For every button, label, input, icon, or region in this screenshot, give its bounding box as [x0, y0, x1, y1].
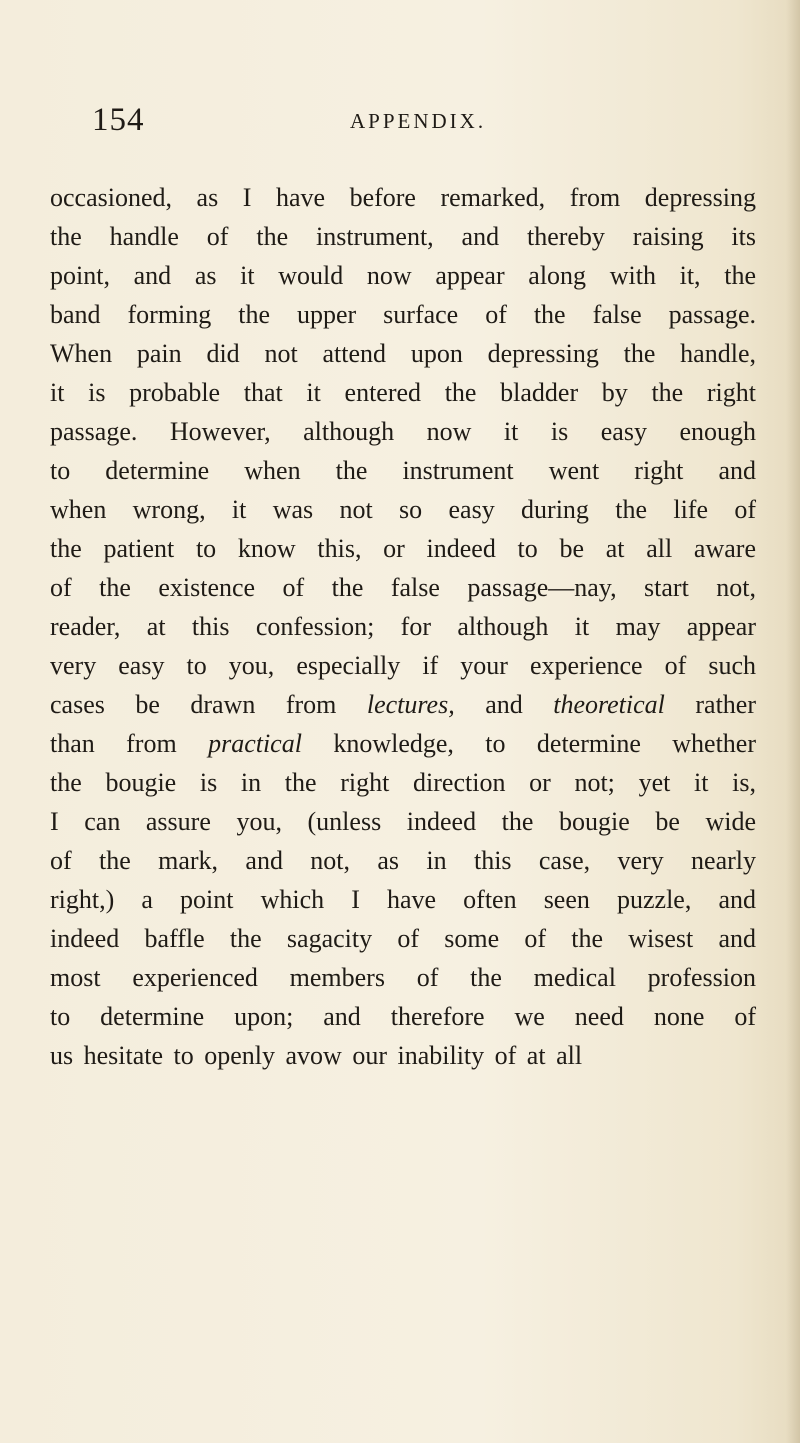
text-line: to determine when the instrument went right and — [50, 456, 756, 485]
italic-term-theoretical: theoretical — [553, 690, 665, 719]
text-line: point, and as it would now appear along with it, the — [50, 261, 756, 290]
text-line: passage. However, although now it is easy enough — [50, 417, 756, 446]
text-line: right,) a point which I have often seen puzzle, and — [50, 885, 756, 914]
text-segment: cases be drawn from — [50, 690, 367, 719]
page-header — [92, 100, 710, 140]
text-line: When pain did not attend upon depressing the handle, — [50, 339, 756, 368]
body-text — [50, 178, 756, 1075]
italic-term-practical: practical — [208, 729, 302, 758]
running-head: APPENDIX. — [350, 109, 487, 133]
text-line: it is probable that it entered the bladder by the right — [50, 378, 756, 407]
text-line: most experienced members of the medical profession — [50, 963, 756, 992]
text-line-with-italics — [50, 724, 756, 763]
text-line: reader, at this confession; for although it may appear — [50, 612, 756, 641]
text-segment: than from — [50, 729, 209, 758]
text-line: the patient to know this, or indeed to be at all aware — [50, 534, 756, 563]
text-line: I can assure you, (unless indeed the bougie be wide — [50, 807, 756, 836]
text-segment: rather — [664, 690, 756, 719]
text-line: of the existence of the false passage—nay, start not, — [50, 573, 756, 602]
text-line: of the mark, and not, as in this case, very nearly — [50, 846, 756, 875]
text-line: indeed baffle the sagacity of some of the wisest and — [50, 924, 756, 953]
text-line: the bougie is in the right direction or not; yet it is, — [50, 768, 756, 797]
text-line: when wrong, it was not so easy during the life of — [50, 495, 756, 524]
text-line: occasioned, as I have before remarked, from depressing — [50, 183, 756, 212]
text-line: us hesitate to openly avow our inability of at all — [50, 1041, 583, 1070]
text-line-with-italics — [50, 685, 756, 724]
page-edge-shadow — [786, 0, 800, 1443]
text-line: band forming the upper surface of the false passage. — [50, 300, 756, 329]
italic-term-lectures: lectures, — [366, 690, 455, 719]
text-segment: knowledge, to determine whether — [301, 729, 756, 758]
text-line: to determine upon; and therefore we need none of — [50, 1002, 756, 1031]
text-line: the handle of the instrument, and thereby raising its — [50, 222, 756, 251]
text-segment: and — [454, 690, 554, 719]
text-line: very easy to you, especially if your experience of such — [50, 651, 756, 680]
page-number: 154 — [92, 102, 145, 138]
